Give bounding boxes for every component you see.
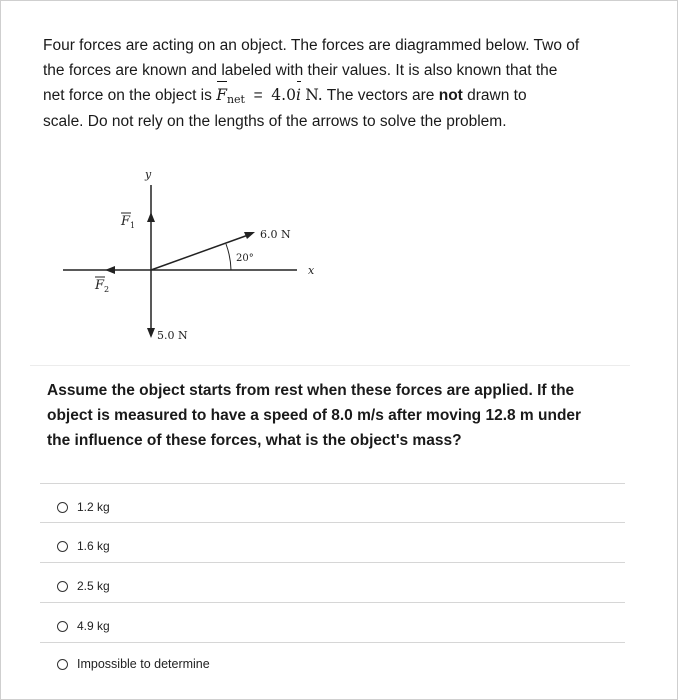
second-question-line-1: Assume the object starts from rest when these forces are applied. If the [47, 382, 575, 399]
answer-option-label: 1.6 kg [77, 539, 110, 553]
force-5n-label: 5.0 N [157, 329, 188, 342]
force-5n-arrowhead [147, 328, 155, 338]
fnet-subscript: net [226, 93, 245, 106]
radio-button[interactable] [57, 621, 68, 632]
question-text [43, 33, 643, 134]
f1-arrowhead [147, 212, 155, 222]
radio-button[interactable] [57, 541, 68, 552]
answer-option-4[interactable] [57, 615, 110, 637]
answer-option-3[interactable] [57, 575, 110, 597]
fnet-unit: N. [305, 86, 323, 104]
question-line-3-start: net force on the object is [43, 87, 217, 104]
answer-divider-0 [40, 483, 625, 484]
second-question-line-3: the influence of these forces, what is the object's mass? [47, 432, 462, 449]
force-diagram [55, 160, 325, 360]
answer-divider-1 [40, 522, 625, 523]
f1-subscript: 1 [130, 221, 136, 230]
unit-vector-i: i [296, 83, 301, 108]
f1-label: F [121, 214, 131, 229]
f2-subscript: 2 [104, 285, 110, 294]
question-line-3 [43, 83, 643, 109]
second-question [47, 378, 637, 453]
force-6n-label: 6.0 N [260, 228, 291, 241]
section-divider [30, 365, 630, 366]
answer-option-2[interactable] [57, 535, 110, 557]
question-line-2: the forces are known and labeled with their values. It is also known that the [43, 62, 558, 79]
answer-option-1[interactable] [57, 496, 110, 518]
fnet-symbol: F [216, 83, 227, 108]
angle-label: 20° [236, 253, 254, 264]
question-line-1: Four forces are acting on an object. The forces are diagrammed below. Two of [43, 37, 580, 54]
question-line-3-end: drawn to [462, 87, 527, 104]
f2-arrowhead [105, 266, 115, 274]
question-line-4: scale. Do not rely on the lengths of the arrows to solve the problem. [43, 113, 507, 130]
answer-divider-4 [40, 642, 625, 643]
answer-divider-3 [40, 602, 625, 603]
y-axis-label: y [145, 168, 152, 181]
fnet-value: 4.0 [271, 86, 296, 104]
force-6n-vector [151, 234, 251, 270]
answer-option-label: 4.9 kg [77, 619, 110, 633]
f2-label: F [95, 278, 105, 293]
force-6n-arrowhead [244, 232, 255, 239]
angle-arc [226, 244, 231, 270]
radio-button[interactable] [57, 659, 68, 670]
radio-button[interactable] [57, 502, 68, 513]
equals-sign: = [253, 87, 263, 104]
not-emphasis: not [438, 87, 463, 104]
answer-option-label: 2.5 kg [77, 579, 110, 593]
radio-button[interactable] [57, 581, 68, 592]
question-line-3-mid: The vectors are [322, 87, 439, 104]
answer-option-label: 1.2 kg [77, 500, 110, 514]
answer-option-label: Impossible to determine [77, 657, 210, 671]
second-question-line-2: object is measured to have a speed of 8.0 m/s after moving 12.8 m under [47, 407, 582, 424]
x-axis-label: x [308, 264, 315, 277]
answer-divider-2 [40, 562, 625, 563]
answer-option-5[interactable] [57, 653, 210, 675]
